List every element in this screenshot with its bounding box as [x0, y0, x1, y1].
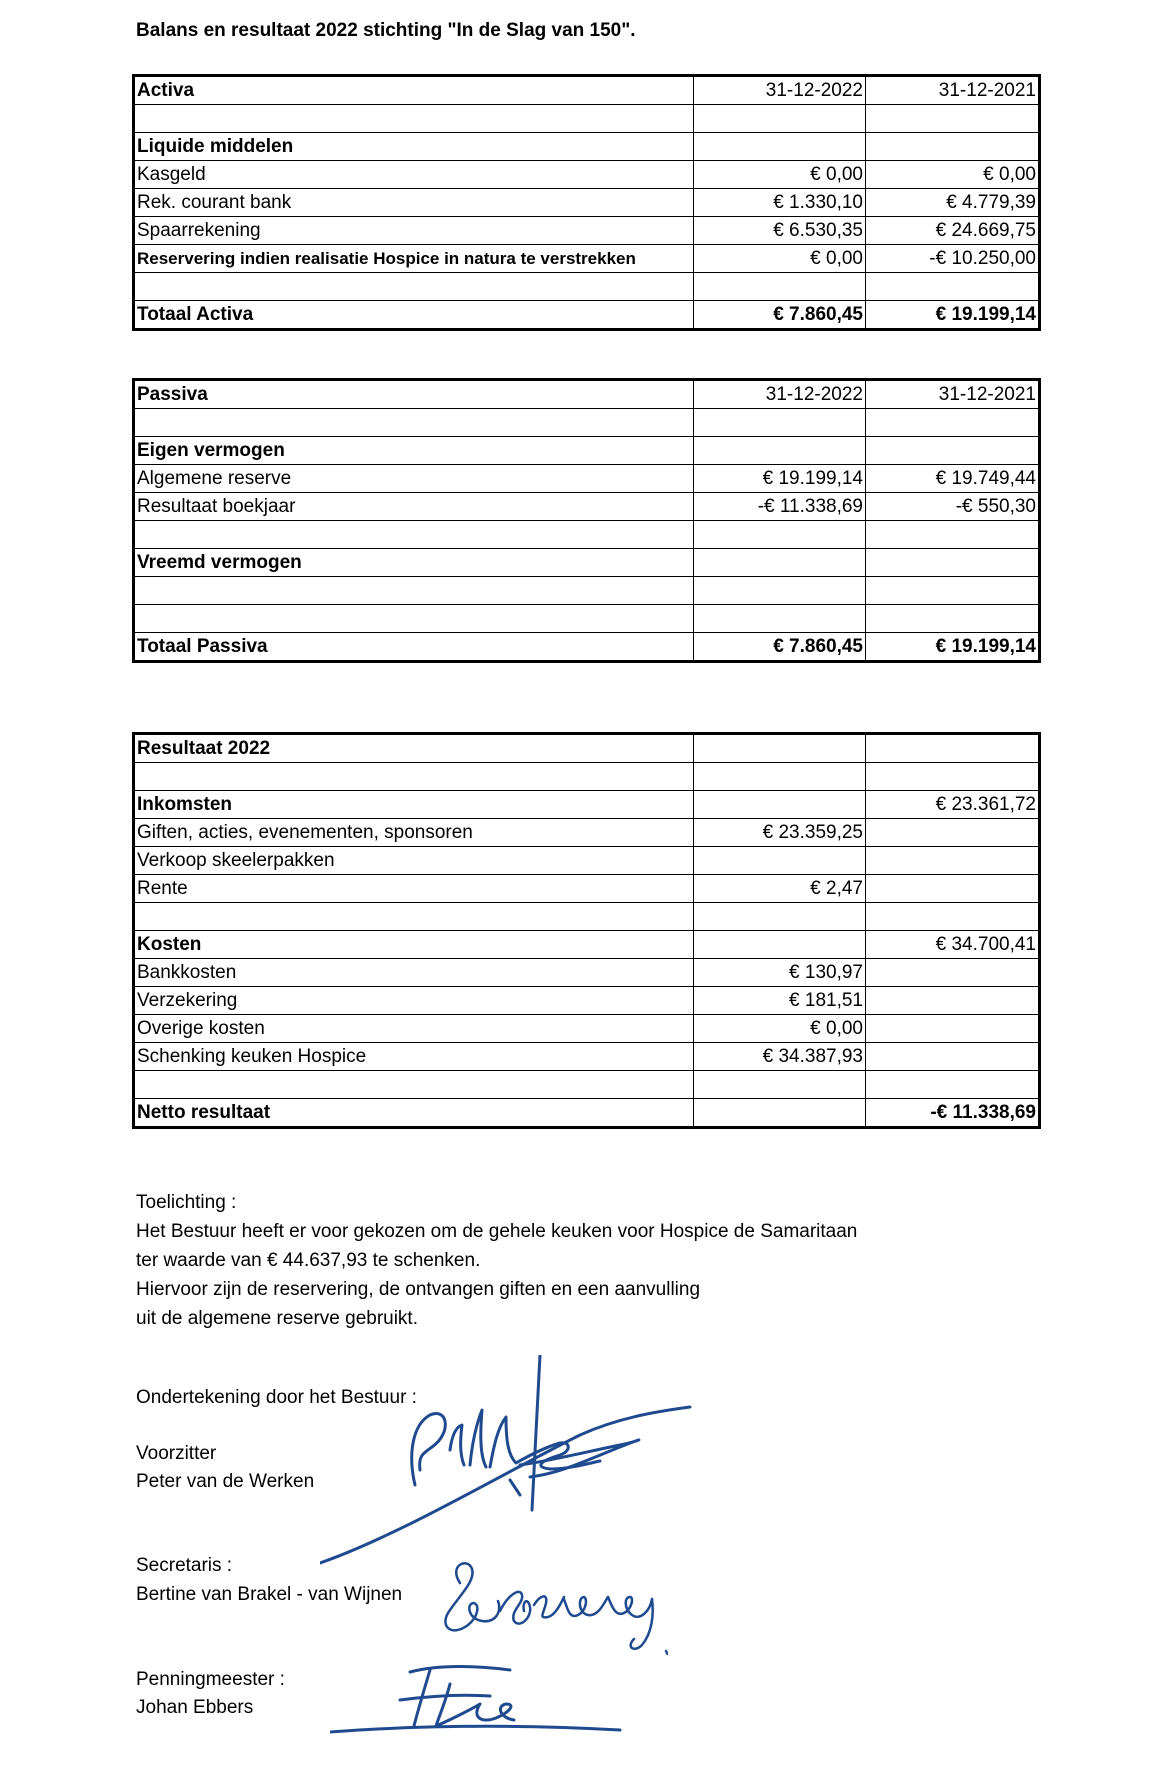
activa-total-2021: € 19.199,14	[866, 301, 1040, 330]
row-value-total	[866, 1015, 1040, 1043]
row-label: Spaarrekening	[134, 217, 694, 245]
signature-voorzitter	[320, 1355, 700, 1565]
row-value-2022	[694, 577, 866, 605]
passiva-header-2022: 31-12-2022	[694, 380, 866, 409]
passiva-header-row	[134, 380, 1040, 409]
row-value-detail: € 181,51	[694, 987, 866, 1015]
row-label	[134, 903, 694, 931]
toelichting-line: ter waarde van € 44.637,93 te schenken.	[136, 1250, 481, 1271]
row-label: Vreemd vermogen	[134, 549, 694, 577]
table-row	[134, 189, 1040, 217]
voorzitter-role: Voorzitter	[136, 1443, 217, 1464]
resultaat-total-c2	[694, 1099, 866, 1128]
row-value-2022	[694, 273, 866, 301]
row-label	[134, 105, 694, 133]
table-row	[134, 273, 1040, 301]
passiva-total-2022: € 7.860,45	[694, 633, 866, 662]
row-value-detail: € 2,47	[694, 875, 866, 903]
row-label: Schenking keuken Hospice	[134, 1043, 694, 1071]
row-label: Verzekering	[134, 987, 694, 1015]
table-row	[134, 1071, 1040, 1099]
table-row	[134, 437, 1040, 465]
row-value-detail	[694, 1071, 866, 1099]
table-row	[134, 133, 1040, 161]
table-row	[134, 465, 1040, 493]
row-value-detail: € 34.387,93	[694, 1043, 866, 1071]
row-value-2021	[866, 105, 1040, 133]
row-label: Giften, acties, evenementen, sponsoren	[134, 819, 694, 847]
row-label: Rente	[134, 875, 694, 903]
row-value-total	[866, 847, 1040, 875]
row-value-2021: € 24.669,75	[866, 217, 1040, 245]
signature-penningmeester	[330, 1660, 630, 1740]
row-value-2021	[866, 549, 1040, 577]
passiva-total-label: Totaal Passiva	[134, 633, 694, 662]
row-value-2021	[866, 409, 1040, 437]
table-row	[134, 1015, 1040, 1043]
penningmeester-role: Penningmeester :	[136, 1669, 285, 1690]
row-label: Algemene reserve	[134, 465, 694, 493]
toelichting-line: Hiervoor zijn de reservering, de ontvangen giften en een aanvulling	[136, 1279, 701, 1300]
table-row	[134, 875, 1040, 903]
row-value-2021: € 0,00	[866, 161, 1040, 189]
activa-total-row	[134, 301, 1040, 330]
activa-total-2022: € 7.860,45	[694, 301, 866, 330]
table-row	[134, 521, 1040, 549]
row-value-2021	[866, 273, 1040, 301]
activa-total-label: Totaal Activa	[134, 301, 694, 330]
row-value-detail: € 130,97	[694, 959, 866, 987]
activa-header-row	[134, 76, 1040, 105]
row-value-2021	[866, 605, 1040, 633]
row-value-2021	[866, 521, 1040, 549]
row-label: Liquide middelen	[134, 133, 694, 161]
secretaris-role: Secretaris :	[136, 1555, 233, 1576]
table-row	[134, 791, 1040, 819]
row-label	[134, 273, 694, 301]
table-row	[134, 577, 1040, 605]
table-row	[134, 847, 1040, 875]
row-value-2022	[694, 133, 866, 161]
table-row	[134, 245, 1040, 273]
resultaat-total-row	[134, 1099, 1040, 1128]
row-value-total	[866, 763, 1040, 791]
table-row	[134, 217, 1040, 245]
passiva-header-label: Passiva	[134, 380, 694, 409]
row-value-2022	[694, 409, 866, 437]
row-value-total	[866, 1043, 1040, 1071]
row-value-2022	[694, 605, 866, 633]
row-value-2022	[694, 437, 866, 465]
document-title: Balans en resultaat 2022 stichting "In de Slag van 150".	[136, 20, 636, 41]
row-value-total	[866, 903, 1040, 931]
row-value-detail	[694, 903, 866, 931]
row-value-2021	[866, 577, 1040, 605]
resultaat-total-c3: -€ 11.338,69	[866, 1099, 1040, 1128]
row-label: Kasgeld	[134, 161, 694, 189]
secretaris-name: Bertine van Brakel - van Wijnen	[136, 1584, 403, 1605]
row-label	[134, 409, 694, 437]
table-row	[134, 549, 1040, 577]
resultaat-header-c2	[694, 734, 866, 763]
table-row	[134, 819, 1040, 847]
row-label	[134, 521, 694, 549]
resultaat-header-label: Resultaat 2022	[134, 734, 694, 763]
toelichting-heading: Toelichting :	[136, 1192, 237, 1213]
row-label: Verkoop skeelerpakken	[134, 847, 694, 875]
row-value-2022	[694, 521, 866, 549]
row-value-2021: -€ 550,30	[866, 493, 1040, 521]
row-value-2021: € 19.749,44	[866, 465, 1040, 493]
resultaat-header-row	[134, 734, 1040, 763]
row-value-2022: € 0,00	[694, 245, 866, 273]
row-label: Inkomsten	[134, 791, 694, 819]
activa-header-label: Activa	[134, 76, 694, 105]
table-row	[134, 605, 1040, 633]
row-value-total: € 23.361,72	[866, 791, 1040, 819]
signature-secretaris	[438, 1555, 668, 1655]
table-row	[134, 931, 1040, 959]
row-value-detail	[694, 931, 866, 959]
table-row	[134, 903, 1040, 931]
row-label: Rek. courant bank	[134, 189, 694, 217]
row-label: Eigen vermogen	[134, 437, 694, 465]
row-value-2022: € 19.199,14	[694, 465, 866, 493]
row-label	[134, 605, 694, 633]
table-row	[134, 987, 1040, 1015]
row-value-2021: -€ 10.250,00	[866, 245, 1040, 273]
passiva-total-2021: € 19.199,14	[866, 633, 1040, 662]
row-value-total: € 34.700,41	[866, 931, 1040, 959]
row-label	[134, 1071, 694, 1099]
resultaat-table	[132, 732, 1041, 1129]
row-label	[134, 577, 694, 605]
row-label: Bankkosten	[134, 959, 694, 987]
table-row	[134, 161, 1040, 189]
passiva-table	[132, 378, 1041, 663]
row-label: Resultaat boekjaar	[134, 493, 694, 521]
activa-header-2022: 31-12-2022	[694, 76, 866, 105]
table-row	[134, 105, 1040, 133]
table-row	[134, 1043, 1040, 1071]
resultaat-total-label: Netto resultaat	[134, 1099, 694, 1128]
row-value-total	[866, 875, 1040, 903]
table-row	[134, 763, 1040, 791]
row-value-detail	[694, 791, 866, 819]
row-value-2021	[866, 437, 1040, 465]
ondertekening-heading: Ondertekening door het Bestuur :	[136, 1387, 417, 1408]
resultaat-header-c3	[866, 734, 1040, 763]
table-row	[134, 959, 1040, 987]
row-value-2021: € 4.779,39	[866, 189, 1040, 217]
row-label	[134, 763, 694, 791]
toelichting-line: Het Bestuur heeft er voor gekozen om de gehele keuken voor Hospice de Samaritaan	[136, 1221, 858, 1242]
row-value-detail	[694, 847, 866, 875]
activa-table	[132, 74, 1041, 331]
row-value-2022: € 1.330,10	[694, 189, 866, 217]
row-value-2022	[694, 549, 866, 577]
table-row	[134, 493, 1040, 521]
row-value-2022	[694, 105, 866, 133]
passiva-total-row	[134, 633, 1040, 662]
row-value-total	[866, 1071, 1040, 1099]
row-value-2022: € 6.530,35	[694, 217, 866, 245]
row-value-2022: -€ 11.338,69	[694, 493, 866, 521]
row-label: Overige kosten	[134, 1015, 694, 1043]
row-value-detail: € 23.359,25	[694, 819, 866, 847]
voorzitter-name: Peter van de Werken	[136, 1471, 315, 1492]
row-label: Kosten	[134, 931, 694, 959]
row-label: Reservering indien realisatie Hospice in natura te verstrekken	[134, 245, 694, 273]
toelichting-line: uit de algemene reserve gebruikt.	[136, 1308, 418, 1329]
row-value-2021	[866, 133, 1040, 161]
row-value-detail	[694, 763, 866, 791]
table-row	[134, 409, 1040, 437]
penningmeester-name: Johan Ebbers	[136, 1697, 254, 1718]
passiva-header-2021: 31-12-2021	[866, 380, 1040, 409]
row-value-total	[866, 987, 1040, 1015]
activa-header-2021: 31-12-2021	[866, 76, 1040, 105]
row-value-total	[866, 959, 1040, 987]
row-value-2022: € 0,00	[694, 161, 866, 189]
row-value-total	[866, 819, 1040, 847]
row-value-detail: € 0,00	[694, 1015, 866, 1043]
